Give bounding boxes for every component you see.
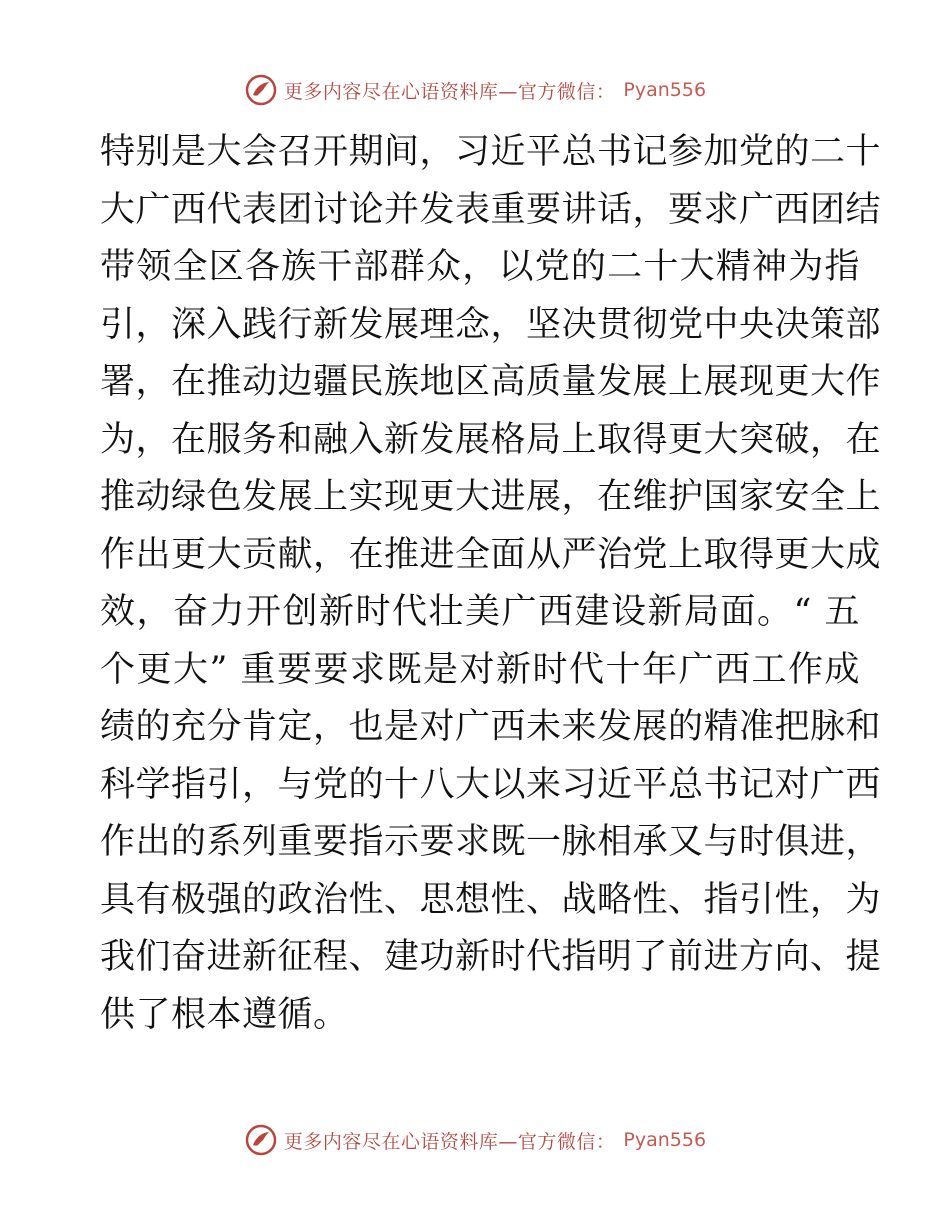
- text-line: 为，在服务和融入新发展格局上取得更大突破，在: [100, 419, 882, 460]
- text-line: 带领全区各族干部群众，以党的二十大精神为指: [100, 247, 860, 287]
- watermark-wechat-id: Pyan556: [623, 79, 707, 101]
- text-line: 个更大” 重要要求既是对新时代十年广西工作成: [100, 649, 860, 690]
- text-line: 大广西代表团讨论并发表重要讲话，要求广西团结: [100, 189, 882, 230]
- brand-logo-icon: [244, 1123, 278, 1157]
- text-line: 特别是大会召开期间，习近平总书记参加党的二十: [100, 132, 882, 172]
- brand-logo-icon: [244, 73, 278, 107]
- text-line: 引，深入践行新发展理念，坚决贯彻党中央决策部: [100, 304, 882, 345]
- text-line: 效，奋力开创新时代壮美广西建设新局面。“ 五: [100, 592, 860, 632]
- watermark-footer: [0, 1120, 950, 1160]
- text-line: 科学指引，与党的十八大以来习近平总书记对广西: [100, 764, 882, 805]
- text-line: 作出的系列重要指示要求既一脉相承又与时俱进，: [100, 822, 882, 862]
- text-line: 推动绿色发展上实现更大进展，在维护国家安全上: [100, 477, 882, 517]
- text-line: 署，在推动边疆民族地区高质量发展上展现更大作: [100, 362, 882, 402]
- watermark-text: 更多内容尽在心语资料库—官方微信：: [283, 1130, 616, 1153]
- document-body: [100, 124, 882, 1044]
- text-line: 作出更大贡献，在推进全面从严治党上取得更大成: [100, 534, 882, 575]
- text-line: 供了根本遵循。: [100, 994, 349, 1035]
- watermark-header: [0, 70, 950, 110]
- text-line: 绩的充分肯定，也是对广西未来发展的精准把脉和: [100, 707, 882, 747]
- text-line: 我们奋进新征程、建功新时代指明了前进方向、提: [100, 937, 882, 977]
- watermark-wechat-id: Pyan556: [623, 1129, 707, 1151]
- text-line: 具有极强的政治性、思想性、战略性、指引性，为: [100, 879, 882, 920]
- watermark-text: 更多内容尽在心语资料库—官方微信：: [283, 80, 616, 103]
